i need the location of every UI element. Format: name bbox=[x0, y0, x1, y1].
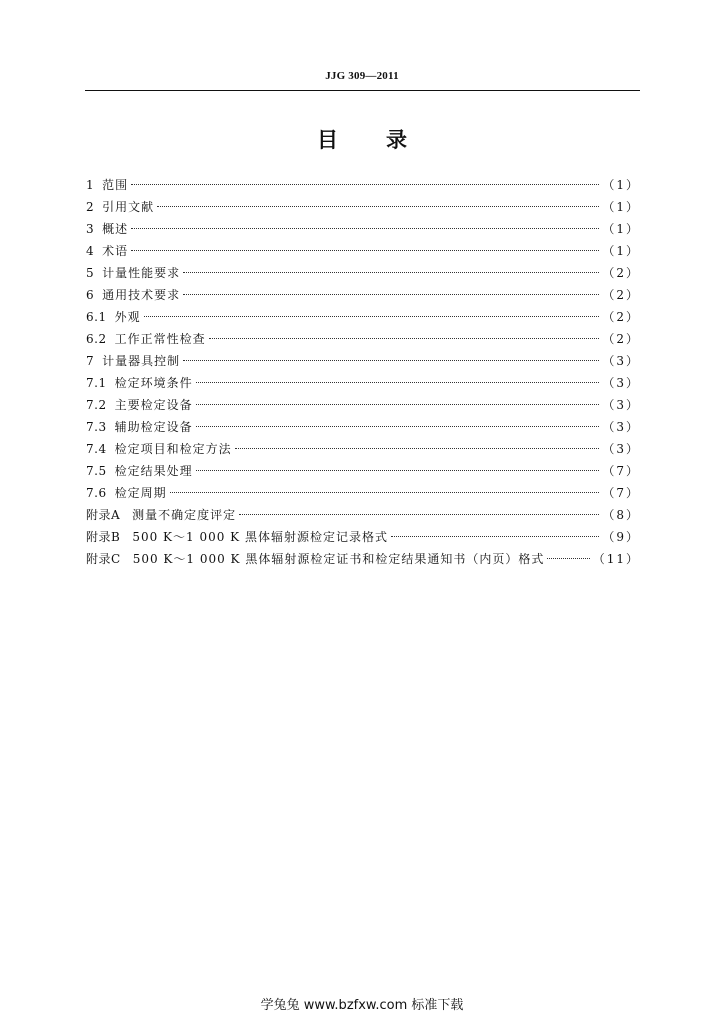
toc-entry-label: 500 K～1 000 K 黑体辐射源检定证书和检定结果通知书（内页）格式 bbox=[132, 552, 545, 566]
toc-entry-page: （3） bbox=[602, 442, 640, 456]
toc-leader-dots bbox=[196, 470, 600, 471]
header-divider bbox=[85, 90, 640, 91]
toc-entry-number: 附录C bbox=[86, 552, 121, 566]
toc-entry[interactable] bbox=[86, 262, 640, 284]
toc-entry-page: （11） bbox=[592, 552, 640, 566]
toc-leader-dots bbox=[183, 272, 599, 273]
toc-entry-page: （3） bbox=[602, 376, 640, 390]
toc-entry-number: 6.1 bbox=[86, 310, 107, 324]
toc-entry[interactable] bbox=[86, 482, 640, 504]
toc-entry-label: 测量不确定度评定 bbox=[132, 508, 237, 522]
toc-entry-label: 500 K～1 000 K 黑体辐射源检定记录格式 bbox=[132, 530, 388, 544]
toc-entry-number: 7.5 bbox=[86, 464, 107, 478]
toc-leader-dots bbox=[183, 360, 599, 361]
toc-entry-label: 术语 bbox=[102, 244, 129, 258]
toc-entry-page: （2） bbox=[602, 288, 640, 302]
toc-leader-dots bbox=[170, 492, 600, 493]
toc-entry[interactable] bbox=[86, 394, 640, 416]
toc-entry-page: （1） bbox=[602, 244, 640, 258]
toc-entry-page: （3） bbox=[602, 354, 640, 368]
toc-entry[interactable] bbox=[86, 438, 640, 460]
toc-entry[interactable] bbox=[86, 350, 640, 372]
toc-entry-number: 7.2 bbox=[86, 398, 107, 412]
toc-entry-page: （1） bbox=[602, 200, 640, 214]
toc-entry-number: 7.4 bbox=[86, 442, 107, 456]
toc-leader-dots bbox=[239, 514, 599, 515]
toc-entry-page: （1） bbox=[602, 222, 640, 236]
toc-entry[interactable] bbox=[86, 460, 640, 482]
toc-entry-page: （9） bbox=[602, 530, 640, 544]
toc-leader-dots bbox=[144, 316, 600, 317]
toc-entry-number: 6 bbox=[86, 288, 95, 302]
toc-entry[interactable] bbox=[86, 526, 640, 548]
toc-entry-number: 6.2 bbox=[86, 332, 107, 346]
toc-entry-label: 概述 bbox=[102, 222, 129, 236]
toc-entry[interactable] bbox=[86, 240, 640, 262]
toc-entry-label: 通用技术要求 bbox=[102, 288, 181, 302]
toc-leader-dots bbox=[131, 184, 599, 185]
toc-entry-page: （7） bbox=[602, 464, 640, 478]
toc-entry-number: 1 bbox=[86, 178, 95, 192]
toc-entry[interactable] bbox=[86, 306, 640, 328]
toc-leader-dots bbox=[131, 250, 599, 251]
toc-leader-dots bbox=[183, 294, 599, 295]
toc-leader-dots bbox=[547, 558, 589, 559]
toc-entry-number: 5 bbox=[86, 266, 95, 280]
toc-entry-label: 工作正常性检查 bbox=[114, 332, 206, 346]
toc-entry-label: 计量性能要求 bbox=[102, 266, 181, 280]
toc-entry-page: （1） bbox=[602, 178, 640, 192]
toc-entry[interactable] bbox=[86, 548, 640, 570]
toc-entry-page: （2） bbox=[602, 332, 640, 346]
toc-entry-number: 7.1 bbox=[86, 376, 107, 390]
toc-leader-dots bbox=[157, 206, 599, 207]
toc-entry-label: 检定周期 bbox=[114, 486, 167, 500]
toc-leader-dots bbox=[196, 426, 600, 427]
footer-watermark: 学兔兔 www.bzfxw.com 标准下载 bbox=[260, 998, 464, 1013]
toc-leader-dots bbox=[209, 338, 600, 339]
toc-entry-label: 计量器具控制 bbox=[102, 354, 181, 368]
toc-entry-number: 附录A bbox=[86, 508, 121, 522]
toc-leader-dots bbox=[196, 404, 600, 405]
toc-leader-dots bbox=[196, 382, 600, 383]
toc-entry-label: 外观 bbox=[114, 310, 141, 324]
toc-entry-page: （2） bbox=[602, 310, 640, 324]
toc-entry-label: 范围 bbox=[102, 178, 129, 192]
toc-list bbox=[86, 174, 640, 570]
toc-entry-label: 检定项目和检定方法 bbox=[114, 442, 232, 456]
toc-entry-number: 7.3 bbox=[86, 420, 107, 434]
toc-leader-dots bbox=[235, 448, 600, 449]
toc-entry-label: 主要检定设备 bbox=[114, 398, 193, 412]
toc-entry-number: 7 bbox=[86, 354, 95, 368]
standard-code: JJG 309—2011 bbox=[325, 70, 399, 82]
toc-leader-dots bbox=[391, 536, 599, 537]
toc-entry-page: （8） bbox=[602, 508, 640, 522]
toc-entry-label: 辅助检定设备 bbox=[114, 420, 193, 434]
toc-entry[interactable] bbox=[86, 504, 640, 526]
toc-entry-label: 引用文献 bbox=[102, 200, 155, 214]
toc-entry-page: （3） bbox=[602, 398, 640, 412]
toc-entry[interactable] bbox=[86, 284, 640, 306]
toc-entry[interactable] bbox=[86, 372, 640, 394]
toc-entry-label: 检定环境条件 bbox=[114, 376, 193, 390]
toc-entry[interactable] bbox=[86, 196, 640, 218]
toc-entry-page: （7） bbox=[602, 486, 640, 500]
toc-entry-page: （2） bbox=[602, 266, 640, 280]
toc-entry-label: 检定结果处理 bbox=[114, 464, 193, 478]
toc-entry[interactable] bbox=[86, 174, 640, 196]
toc-entry-number: 3 bbox=[86, 222, 95, 236]
toc-entry[interactable] bbox=[86, 218, 640, 240]
toc-entry[interactable] bbox=[86, 416, 640, 438]
toc-entry-number: 附录B bbox=[86, 530, 121, 544]
toc-leader-dots bbox=[131, 228, 599, 229]
toc-entry[interactable] bbox=[86, 328, 640, 350]
toc-entry-number: 2 bbox=[86, 200, 95, 214]
toc-title: 目录 bbox=[317, 128, 455, 152]
toc-entry-page: （3） bbox=[602, 420, 640, 434]
toc-entry-number: 7.6 bbox=[86, 486, 107, 500]
toc-entry-number: 4 bbox=[86, 244, 95, 258]
